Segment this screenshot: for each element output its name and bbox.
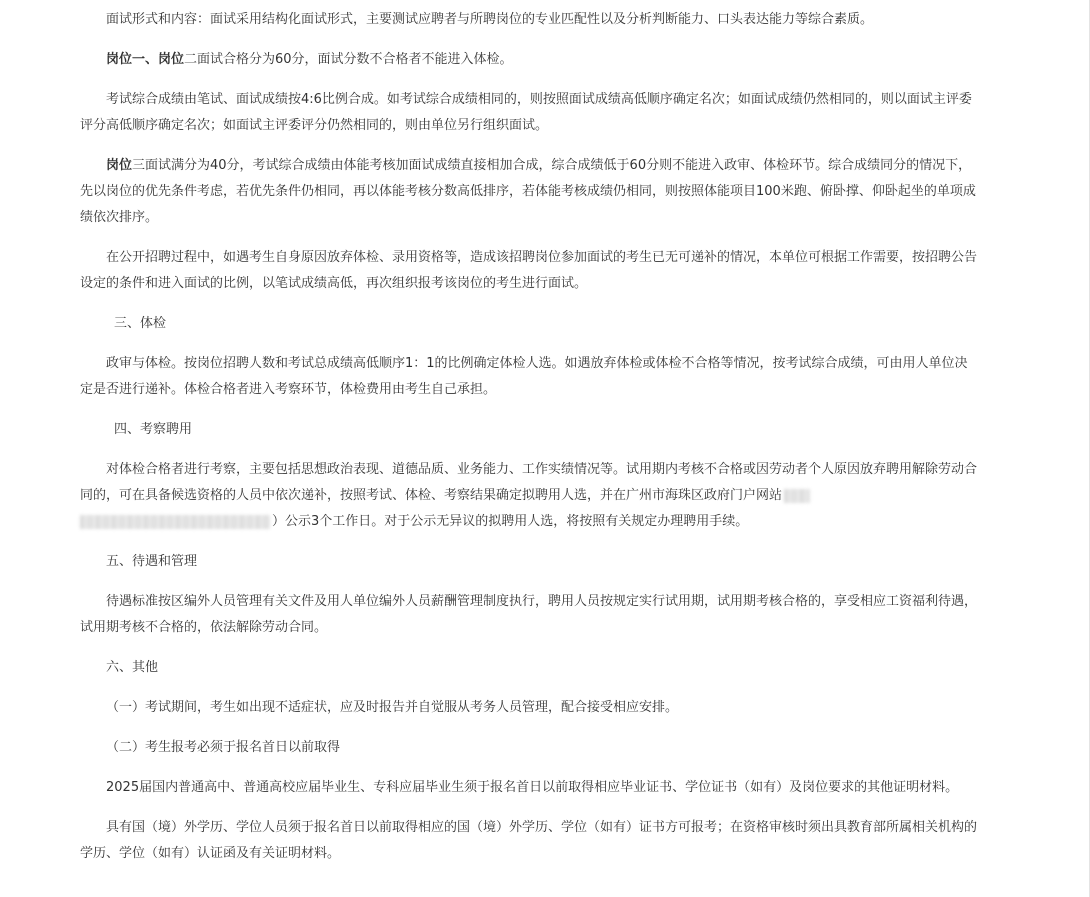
paragraph-text: 对体检合格者进行考察，主要包括思想政治表现、道德品质、业务能力、工作实绩情况等。试用期内考核不合格或因劳动者个人原因放弃聘用解除劳动合同的，可在具备候选资格的人员中依次递补，按照考试、体检、考察结果确定拟聘用人选，并在广州市海珠区政府门户网站 [80, 462, 978, 503]
bold-position-label: 岗位一、岗位 [106, 52, 185, 67]
section-heading-inspection: 四、考察聘用 [114, 422, 193, 437]
paragraph-position-three [80, 153, 980, 231]
paragraph-text: 在公开招聘过程中，如遇考生自身原因放弃体检、录用资格等，造成该招聘岗位参加面试的考生已无可递补的情况，本单位可根据工作需要，按招聘公告设定的条件和进入面试的比例，以笔试成绩高低，再次组织报考该岗位的考生进行面试。 [80, 250, 978, 291]
subitem-certificates: （二）考生报考必须于报名首日以前取得 [106, 740, 341, 755]
paragraph-interview-pass-score [80, 47, 980, 73]
bold-position-label: 岗位 [106, 158, 133, 173]
paragraph-text: 2025届国内普通高中、普通高校应届毕业生、专科应届毕业生须于报名首日以前取得相应毕业证书、学位证书（如有）及岗位要求的其他证明材料。 [106, 780, 959, 795]
redacted-url [80, 515, 270, 529]
paragraph-text: ）公示3个工作日。对于公示无异议的拟聘用人选，将按照有关规定办理聘用手续。 [272, 514, 749, 529]
paragraph-inspection [80, 457, 980, 535]
paragraph-re-interview [80, 245, 980, 297]
redacted-text [784, 489, 810, 503]
paragraph-composite-score [80, 87, 980, 139]
section-heading-other: 六、其他 [106, 660, 159, 675]
paragraph-treatment [80, 589, 980, 641]
paragraph-text: 政审与体检。按岗位招聘人数和考试总成绩高低顺序1：1的比例确定体检人选。如遇放弃体检或体检不合格等情况，按考试综合成绩，可由用人单位决定是否进行递补。体检合格者进入考察环节，体检费用由考生自己承担。 [80, 356, 968, 397]
paragraph-overseas-degree [80, 815, 980, 867]
paragraph-text: 面试形式和内容：面试采用结构化面试形式，主要测试应聘者与所聘岗位的专业匹配性以及分析判断能力、口头表达能力等综合素质。 [106, 12, 874, 27]
section-heading-medical: 三、体检 [114, 316, 167, 331]
paragraph-text: 考试综合成绩由笔试、面试成绩按4:6比例合成。如考试综合成绩相同的，则按照面试成绩高低顺序确定名次；如面试成绩仍然相同的，则以面试主评委评分高低顺序确定名次；如面试主评委评分仍然相同的，则由单位另行组织面试。 [80, 92, 972, 133]
paragraph-text: 三面试满分为40分，考试综合成绩由体能考核加面试成绩直接相加合成，综合成绩低于60分则不能进入政审、体检环节。综合成绩同分的情况下，先以岗位的优先条件考虑，若优先条件仍相同，再以体能考核分数高低排序，若体能考核成绩仍相同，则按照体能项目100米跑、俯卧撑、仰卧起坐的单项成绩依次排序。 [80, 158, 976, 225]
paragraph-text: 二面试合格分为60分，面试分数不合格者不能进入体检。 [184, 52, 513, 67]
paragraph-text: 待遇标准按区编外人员管理有关文件及用人单位编外人员薪酬管理制度执行，聘用人员按规定实行试用期，试用期考核合格的，享受相应工资福利待遇，试用期考核不合格的，依法解除劳动合同。 [80, 594, 978, 635]
paragraph-interview-format [80, 7, 980, 33]
section-heading-treatment: 五、待遇和管理 [106, 554, 198, 569]
paragraph-text: 具有国（境）外学历、学位人员须于报名首日以前取得相应的国（境）外学历、学位（如有）证书方可报考；在资格审核时须出具教育部所属相关机构的学历、学位（如有）认证函及有关证明材料。 [80, 820, 978, 861]
subitem-exam-conduct: （一）考试期间，考生如出现不适症状，应及时报告并自觉服从考务人员管理，配合接受相应安排。 [106, 700, 679, 715]
article-body [80, 7, 980, 881]
paragraph-graduates [80, 775, 980, 801]
paragraph-medical-exam [80, 351, 980, 403]
